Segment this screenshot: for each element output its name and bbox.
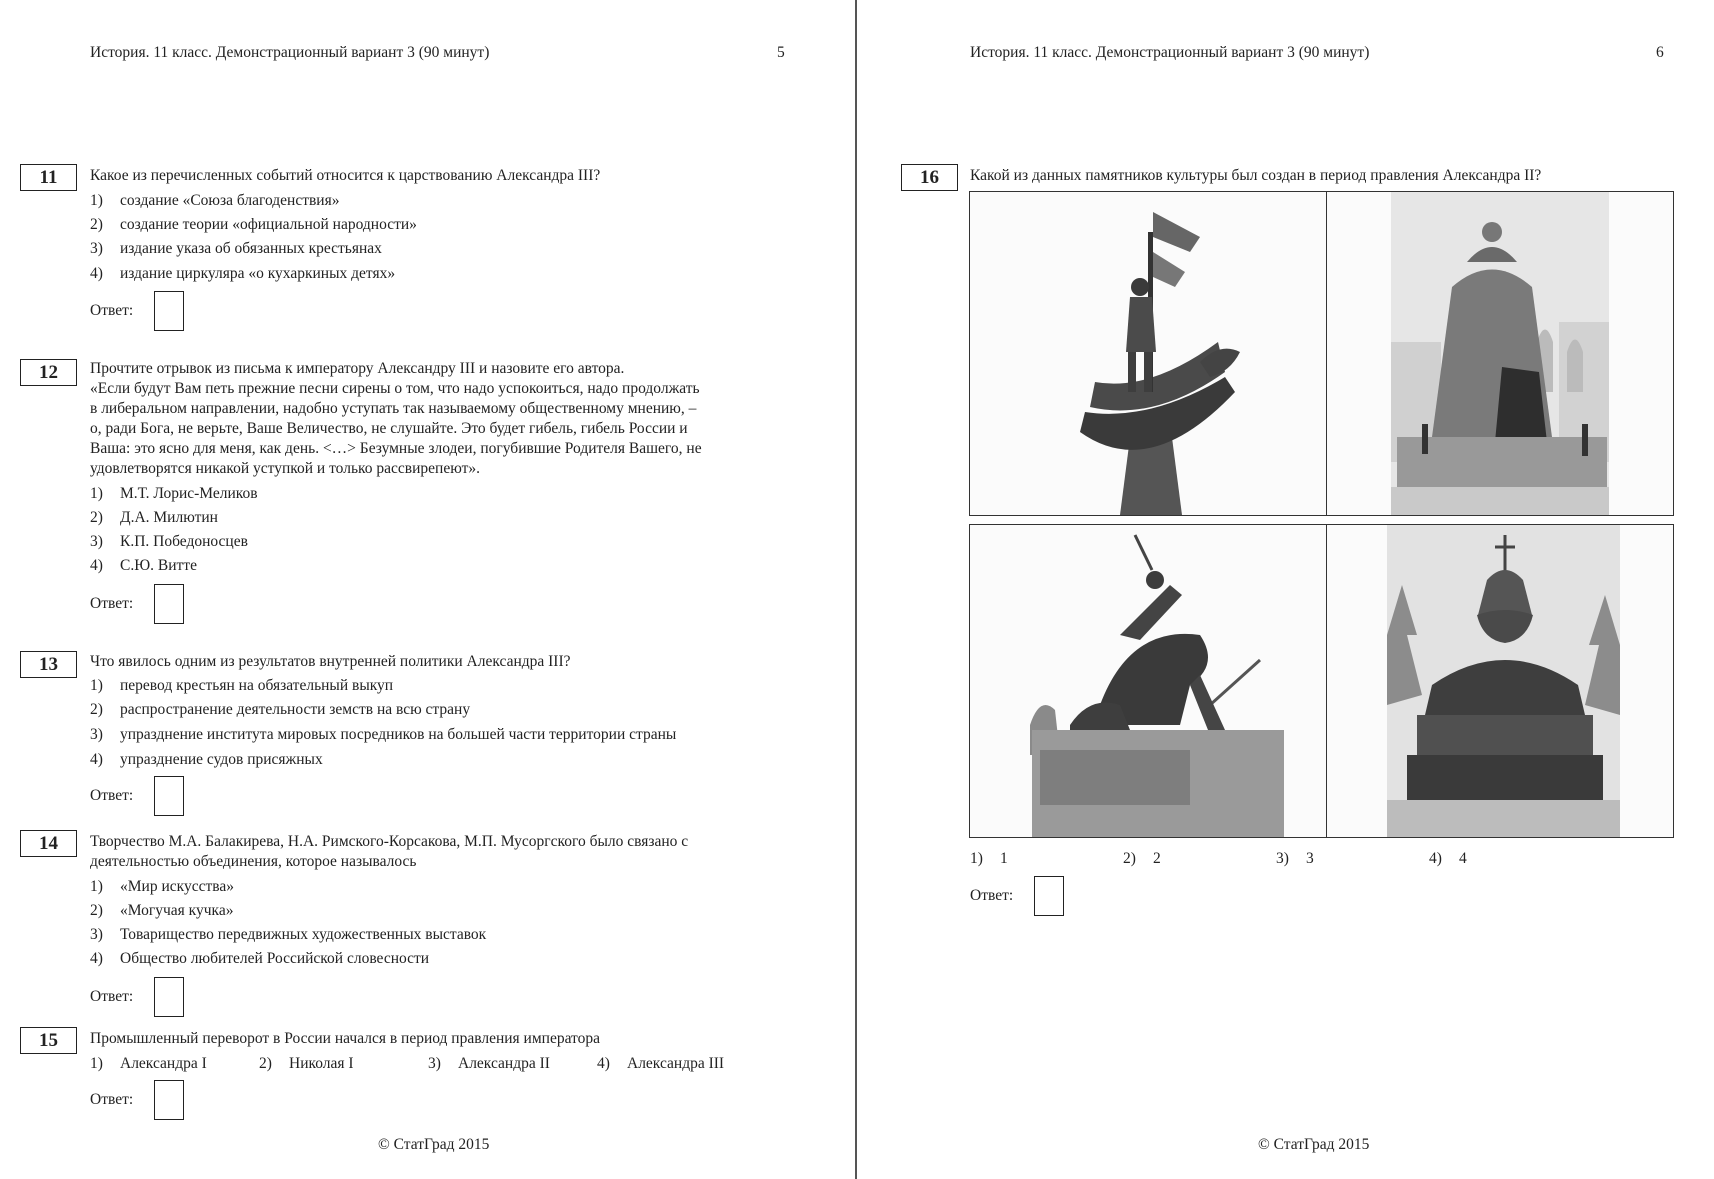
question-text-12: Прочтите отрывок из письма к императору Александру III и назовите его автора. — [90, 360, 625, 377]
option-15-2: 2) Николая I — [259, 1055, 354, 1072]
option-14-1: 1) «Мир искусства» — [90, 878, 234, 895]
page-header: История. 11 класс. Демонстрационный вариант 3 (90 минут) — [970, 44, 1370, 61]
question-text-16: Какой из данных памятников культуры был создан в период правления Александра II? — [970, 167, 1542, 184]
answer-label-11: Ответ: — [90, 302, 134, 319]
question-number-16: 16 — [901, 164, 958, 191]
image-option-4 — [1326, 524, 1674, 838]
answer-box-11[interactable] — [154, 291, 184, 331]
option-14-3: 3) Товарищество передвижных художественных выставок — [90, 926, 487, 943]
page-footer: © СтатГрад 2015 — [378, 1136, 490, 1153]
question-number-13: 13 — [20, 651, 77, 678]
answer-box-16[interactable] — [1034, 876, 1064, 916]
answer-label-15: Ответ: — [90, 1091, 134, 1108]
page-number: 6 — [1656, 44, 1664, 61]
question-text-13: Что явилось одним из результатов внутренней политики Александра III? — [90, 653, 571, 670]
right-page — [858, 0, 1714, 1179]
image-option-3 — [969, 524, 1328, 838]
option-11-4: 4) издание циркуляра «о кухаркиных детях» — [90, 265, 396, 282]
option-16-4: 4) 4 — [1429, 850, 1467, 867]
answer-box-12[interactable] — [154, 584, 184, 624]
quote-paragraph-12: «Если будут Вам петь прежние песни сирены о том, что надо успокоиться, надо продолжать в либеральном направлении, надобно уступать так называемому общественному мнению, – о, ради Бога, не верьте, Ваше Величество, не слушайте. Это будет гибель, гибель России и Ваша: это ясно для меня, как день. <…> Безумные злодеи, погубившие Родителя Вашего, не удовлетворятся никакой уступкой и только рассвирепеют». — [90, 380, 702, 477]
option-16-2: 2) 2 — [1123, 850, 1161, 867]
option-12-3: 3) К.П. Победоносцев — [90, 533, 248, 550]
question-text-11: Какое из перечисленных событий относится к царствованию Александра III? — [90, 167, 601, 184]
page-number: 5 — [777, 44, 785, 61]
option-12-4: 4) С.Ю. Витте — [90, 557, 197, 574]
ship-monument-picture — [970, 192, 1327, 515]
page-footer: © СтатГрад 2015 — [1258, 1136, 1370, 1153]
image-option-2 — [1326, 191, 1674, 516]
option-13-2: 2) распространение деятельности земств на всю страну — [90, 701, 471, 718]
option-14-2: 2) «Могучая кучка» — [90, 902, 234, 919]
option-13-3: 3) упразднение института мировых посредников на большей части территории страны — [90, 726, 677, 743]
page-header: История. 11 класс. Демонстрационный вариант 3 (90 минут) — [90, 44, 490, 61]
option-11-1: 1) создание «Союза благоденствия» — [90, 192, 340, 209]
option-13-1: 1) перевод крестьян на обязательный выкуп — [90, 677, 394, 694]
option-11-3: 3) издание указа об обязанных крестьянах — [90, 240, 382, 257]
answer-label-13: Ответ: — [90, 787, 134, 804]
answer-box-15[interactable] — [154, 1080, 184, 1120]
option-15-1: 1) Александра I — [90, 1055, 207, 1072]
option-16-1: 1) 1 — [970, 850, 1008, 867]
question-number-14: 14 — [20, 830, 77, 857]
left-page — [0, 0, 856, 1179]
answer-label-12: Ответ: — [90, 595, 134, 612]
option-15-3: 3) Александра II — [428, 1055, 550, 1072]
option-15-4: 4) Александра III — [597, 1055, 725, 1072]
option-14-4: 4) Общество любителей Российской словесности — [90, 950, 430, 967]
answer-label-14: Ответ: — [90, 988, 134, 1005]
option-12-2: 2) Д.А. Милютин — [90, 509, 218, 526]
answer-label-16: Ответ: — [970, 887, 1014, 904]
option-12-1: 1) М.Т. Лорис-Меликов — [90, 485, 258, 502]
question-number-11: 11 — [20, 164, 77, 191]
answer-box-13[interactable] — [154, 776, 184, 816]
answer-box-14[interactable] — [154, 977, 184, 1017]
question-text-14: Творчество М.А. Балакирева, Н.А. Римского-Корсакова, М.П. Мусоргского было связано с деятельностью объединения, которое называлось — [90, 833, 689, 870]
equestrian-monument-picture — [970, 525, 1327, 837]
millennium-monument-picture — [1327, 525, 1673, 837]
question-number-15: 15 — [20, 1027, 77, 1054]
option-13-4: 4) упразднение судов присяжных — [90, 751, 323, 768]
question-number-12: 12 — [20, 359, 77, 386]
tsar-bell-picture — [1327, 192, 1673, 515]
option-11-2: 2) создание теории «официальной народности» — [90, 216, 417, 233]
option-16-3: 3) 3 — [1276, 850, 1314, 867]
image-option-1 — [969, 191, 1328, 516]
question-text-15: Промышленный переворот в России начался в период правления императора — [90, 1030, 601, 1047]
